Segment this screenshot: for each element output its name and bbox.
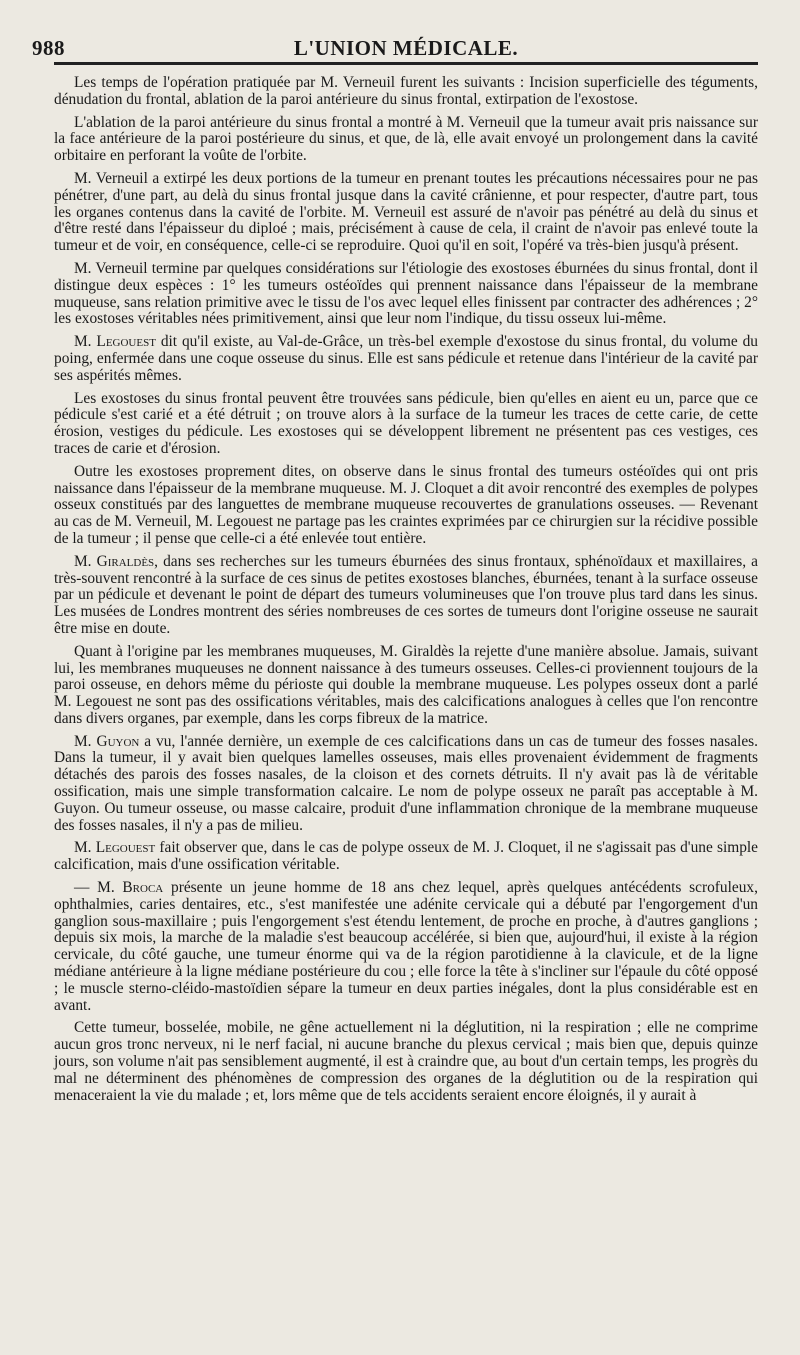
- page-number: 988: [32, 36, 65, 60]
- paragraph: — M. Broca présente un jeune homme de 18 ans chez lequel, après quelques antécédents scrofuleux, ophthalmies, caries dentaires, etc., s'est manifestée une adénite cervicale qui a débuté par l'engorgement d'un ganglion sous-maxillaire ; puis l'engorgement s'est étendu lentement, de proche en proche, à d'autres ganglions ; depuis six mois, la marche de la maladie s'est beaucoup accélérée, si bien que, aujourd'hui, il existe à la région cervicale, du côté gauche, une tumeur énorme qui va de la région parotidienne à la clavicule, et de la ligne médiane antérieure à la ligne médiane postérieure du cou ; elle force la tête à s'incliner sur l'épaule du côté opposé ; le muscle sterno-cléido-mastoïdien sépare la tumeur en deux parties inégales, dont la plus considérable est en avant.: [54, 879, 758, 1014]
- running-title: L'UNION MÉDICALE.: [293, 36, 519, 60]
- paragraph: M. Verneuil termine par quelques considérations sur l'étiologie des exostoses éburnées du sinus frontal, dont il distingue deux espèces : 1° les tumeurs ostéoïdes qui prennent naissance dans l'épaisseur de la membrane muqueuse, sans relation primitive avec le tissu de l'os avec lequel elles finissent par contracter des adhérences ; 2° les exostoses véritables nées primitivement, ainsi que leur nom l'indique, du tissu osseux lui-même.: [54, 259, 758, 328]
- page-header: [32, 30, 758, 65]
- paragraph: M. Legouest fait observer que, dans le cas de polype osseux de M. J. Cloquet, il ne s'agissait pas d'une simple calcification, mais d'une ossification véritable.: [54, 839, 758, 874]
- paragraph: Les temps de l'opération pratiquée par M. Verneuil furent les suivants : Incision superficielle des téguments, dénudation du frontal, ablation de la paroi antérieure du sinus frontal, extirpation de l'exostose.: [54, 74, 758, 108]
- speaker-name: M. Broca: [97, 879, 164, 897]
- speaker-name: M. Giraldès: [74, 552, 155, 570]
- paragraph: M. Giraldès, dans ses recherches sur les tumeurs éburnées des sinus frontaux, sphénoïdaux et maxillaires, a très-souvent rencontré à la surface de ces sinus de petites exostoses blanches, éburnées, tenant à la surface osseuse par un pédicule et devenant le point de départ des tumeurs volumineuses que l'on trouve plus tard dans les sinus. Les musées de Londres montrent des séries nombreuses de ces sortes de tumeurs dont l'origine osseuse ne saurait être mise en doute.: [54, 552, 758, 637]
- paragraph: M. Verneuil a extirpé les deux portions de la tumeur en prenant toutes les précautions nécessaires pour ne pas pénétrer, d'une part, au delà du sinus frontal jusque dans la cavité crânienne, et pour respecter, d'autre part, tous les organes contenus dans la cavité de l'orbite. M. Verneuil est assuré de n'avoir pas pénétré au delà du sinus et d'être resté dans l'épaisseur du diploé ; mais, précisément à cause de cela, il craint de n'avoir pas enlevé toute la tumeur et de voir, en conséquence, celle-ci se reproduire. Quoi qu'il en soit, l'opéré va très-bien jusqu'à présent.: [54, 169, 758, 255]
- paragraph: Les exostoses du sinus frontal peuvent être trouvées sans pédicule, bien qu'elles en aient eu un, parce que ce pédicule s'est carié et a été détruit ; on trouve alors à la surface de la tumeur les traces de cette carie, de cette érosion, vestiges du pédicule. Les exostoses qui se développent librement ne présentent pas ces vestiges, ces traces de carie et d'érosion.: [54, 389, 758, 457]
- paragraph: Cette tumeur, bosselée, mobile, ne gêne actuellement ni la déglutition, ni la respiration ; elle ne comprime aucun gros tronc nerveux, ni le nerf facial, ni aucune branche du plexus cervical ; mais bien que, depuis quinze jours, son volume n'ait pas sensiblement augmenté, il est à craindre que, au bout d'un certain temps, les progrès du mal ne déterminent des phénomènes de compression des organes de la déglutition ou de la respiration qui menaceraient la vie du malade ; et, lors même que de tels accidents seraient encore éloignés, il y aurait à: [54, 1019, 758, 1104]
- paragraph: Outre les exostoses proprement dites, on observe dans le sinus frontal des tumeurs ostéoïdes qui ont pris naissance dans l'épaisseur de la membrane muqueuse. M. J. Cloquet a dit avoir rencontré des exemples de polypes osseux constitués par des languettes de membrane muqueuse recouvertes de granulations osseuses. — Revenant au cas de M. Verneuil, M. Legouest ne partage pas les craintes exprimées par ce chirurgien sur la récidive possible de la tumeur ; il pense que celle-ci a été enlevée tout entière.: [54, 462, 758, 547]
- paragraph: M. Legouest dit qu'il existe, au Val-de-Grâce, un très-bel exemple d'exostose du sinus frontal, du volume du poing, enfermée dans une coque osseuse du sinus. Elle est sans pédicule et retenue dans l'intérieur de la cavité par ses aspérités mêmes.: [54, 333, 759, 384]
- paragraph: M. Guyon a vu, l'année dernière, un exemple de ces calcifications dans un cas de tumeur des fosses nasales. Dans la tumeur, il y avait bien quelques lamelles osseuses, mais elles provenaient évidemment de fragments détachés des parois des fosses nasales, de la cloison et des cornets détruits. Il n'y avait pas là de véritable ossification, mais une simple transformation calcaire. Le nom de polype osseux ne paraît pas acceptable à M. Guyon. Ou tumeur osseuse, ou masse calcaire, produit d'une inflammation chronique de la membrane muqueuse des fosses nasales, il n'y a pas de milieu.: [54, 732, 758, 834]
- body-text: [54, 75, 758, 1104]
- speaker-name: M. Legouest: [74, 839, 156, 857]
- paragraph: Quant à l'origine par les membranes muqueuses, M. Giraldès la rejette d'une manière absolue. Jamais, suivant lui, les membranes muqueuses ne donnent naissance à des tumeurs osseuses. Celles-ci proviennent toujours de la paroi osseuse, en dehors même du périoste qui double la membrane muqueuse. Les polypes osseux dont a parlé M. Legouest ne sont pas des ossifications véritables, mais des calcifications analogues à celles que l'on rencontre dans divers organes, par exemple, dans les corps fibreux de la matrice.: [54, 642, 758, 727]
- paragraph: L'ablation de la paroi antérieure du sinus frontal a montré à M. Verneuil que la tumeur avait pris naissance sur la face antérieure de la paroi postérieure du sinus, et que, de là, elle avait envoyé un prolongement dans la cavité orbitaire en perforant la voûte de l'orbite.: [54, 113, 758, 165]
- speaker-name: M. Guyon: [74, 732, 140, 750]
- speaker-name: M. Legouest: [74, 333, 156, 351]
